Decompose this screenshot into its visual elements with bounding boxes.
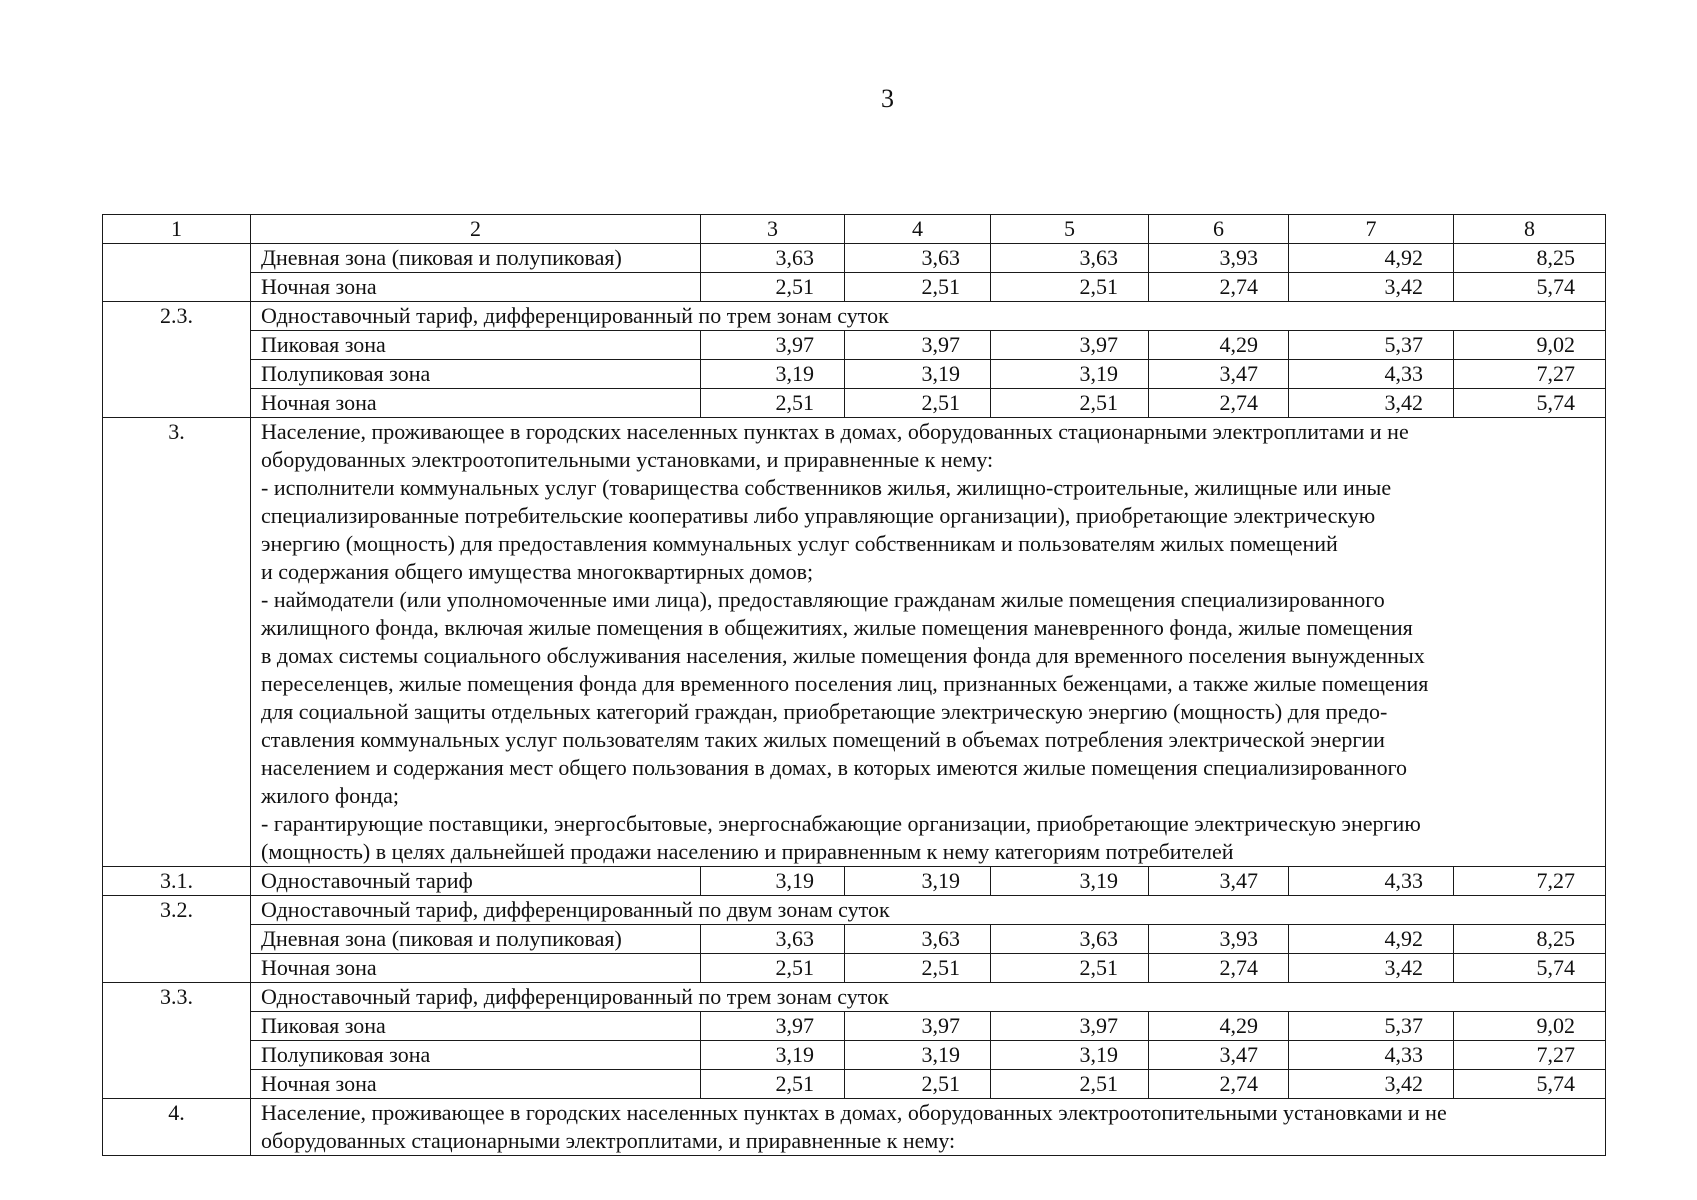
tariff-value: 3,63 <box>701 925 845 954</box>
tariff-value: 3,93 <box>1149 925 1289 954</box>
tariff-value: 3,42 <box>1289 273 1454 302</box>
item-number: 3. <box>103 418 251 867</box>
item-number: 4. <box>103 1099 251 1156</box>
column-number: 6 <box>1149 215 1289 244</box>
tariff-value: 2,51 <box>991 1070 1149 1099</box>
item-description: Пиковая зона <box>251 331 701 360</box>
item-description: Население, проживающее в городских населенных пунктах в домах, оборудованных стационарными электроплитами и не оборудованных электроотопительными установками, и приравненные к нему: - исполнители коммунальных услуг (товарищества собственников жилья, жилищно-строительные, жилищные или иные специализированные потребительские кооперативы либо управляющие организации), приобретающие электрическую энергию (мощность) для предоставления коммунальных услуг собственникам и пользователям жилых помещений и содержания общего имущества многоквартирных домов; - наймодатели (или уполномоченные ими лица), предоставляющие гражданам жилые помещения специализированного жилищного фонда, включая жилые помещения в общежитиях, жилые помещения маневренного фонда, жилые помещения в домах системы социального обслуживания населения, жилые помещения фонда для временного поселения вынужденных переселенцев, жилые помещения фонда для временного поселения лиц, признанных беженцами, а также жилые помещения для социальной защиты отдельных категорий граждан, приобретающие электрическую энергию (мощность) для предо- ставления коммунальных услуг пользователям таких жилых помещений в объемах потребления электрической энергии населением и содержания мест общего пользования в домах, в которых имеются жилые помещения специализированного жилого фонда; - гарантирующие поставщики, энергосбытовые, энергоснабжающие организации, приобретающие электрическую энергию (мощность) в целях дальнейшей продажи населению и приравненным к нему категориям потребителей <box>251 418 1606 867</box>
item-number: 3.3. <box>103 983 251 1012</box>
item-description: Полупиковая зона <box>251 360 701 389</box>
tariff-value: 2,74 <box>1149 1070 1289 1099</box>
item-number <box>103 360 251 389</box>
tariff-table-body <box>103 215 1606 1156</box>
tariff-value: 3,42 <box>1289 1070 1454 1099</box>
item-number: 3.1. <box>103 867 251 896</box>
table-row <box>103 1041 1606 1070</box>
tariff-value: 2,51 <box>991 389 1149 418</box>
column-number: 7 <box>1289 215 1454 244</box>
tariff-value: 3,19 <box>991 867 1149 896</box>
item-number <box>103 1012 251 1041</box>
table-row <box>103 983 1606 1012</box>
tariff-value: 2,51 <box>845 954 991 983</box>
tariff-value: 9,02 <box>1454 331 1606 360</box>
tariff-value: 3,47 <box>1149 360 1289 389</box>
column-number-row <box>103 215 1606 244</box>
item-description: Население, проживающее в городских населенных пунктах в домах, оборудованных электроотопительными установками и не оборудованных стационарными электроплитами, и приравненные к нему: <box>251 1099 1606 1156</box>
tariff-value: 5,37 <box>1289 331 1454 360</box>
tariff-value: 2,51 <box>991 954 1149 983</box>
tariff-value: 4,33 <box>1289 867 1454 896</box>
tariff-value: 3,47 <box>1149 867 1289 896</box>
tariff-value: 3,63 <box>701 244 845 273</box>
table-row <box>103 360 1606 389</box>
item-number <box>103 1041 251 1070</box>
tariff-value: 7,27 <box>1454 867 1606 896</box>
tariff-value: 3,19 <box>701 867 845 896</box>
item-description: Одноставочный тариф, дифференцированный по трем зонам суток <box>251 302 1606 331</box>
column-number: 2 <box>251 215 701 244</box>
table-row <box>103 954 1606 983</box>
tariff-value: 2,51 <box>701 389 845 418</box>
table-row <box>103 896 1606 925</box>
tariff-value: 2,51 <box>701 273 845 302</box>
item-number <box>103 273 251 302</box>
table-row <box>103 418 1606 867</box>
tariff-value: 3,19 <box>845 360 991 389</box>
tariff-value: 3,97 <box>845 331 991 360</box>
tariff-value: 4,29 <box>1149 331 1289 360</box>
item-description: Полупиковая зона <box>251 1041 701 1070</box>
page-number: 3 <box>881 84 894 113</box>
tariff-value: 3,63 <box>991 925 1149 954</box>
tariff-value: 4,92 <box>1289 925 1454 954</box>
table-row <box>103 244 1606 273</box>
column-number: 3 <box>701 215 845 244</box>
tariff-value: 3,19 <box>701 1041 845 1070</box>
table-row <box>103 302 1606 331</box>
item-description: Ночная зона <box>251 954 701 983</box>
tariff-value: 9,02 <box>1454 1012 1606 1041</box>
tariff-value: 3,97 <box>845 1012 991 1041</box>
item-description: Одноставочный тариф, дифференцированный по двум зонам суток <box>251 896 1606 925</box>
tariff-value: 2,51 <box>845 389 991 418</box>
tariff-value: 2,51 <box>845 273 991 302</box>
tariff-value: 2,51 <box>991 273 1149 302</box>
item-description: Ночная зона <box>251 389 701 418</box>
tariff-value: 3,97 <box>991 331 1149 360</box>
tariff-value: 3,63 <box>991 244 1149 273</box>
table-row <box>103 925 1606 954</box>
tariff-value: 3,63 <box>845 925 991 954</box>
item-description: Пиковая зона <box>251 1012 701 1041</box>
tariff-value: 4,92 <box>1289 244 1454 273</box>
tariff-value: 3,47 <box>1149 1041 1289 1070</box>
table-row <box>103 1070 1606 1099</box>
tariff-value: 5,74 <box>1454 1070 1606 1099</box>
table-row <box>103 331 1606 360</box>
item-number <box>103 331 251 360</box>
item-number <box>103 1070 251 1099</box>
tariff-value: 3,19 <box>991 1041 1149 1070</box>
tariff-value: 7,27 <box>1454 1041 1606 1070</box>
table-row <box>103 1099 1606 1156</box>
column-number: 1 <box>103 215 251 244</box>
item-description: Ночная зона <box>251 1070 701 1099</box>
tariff-value: 8,25 <box>1454 244 1606 273</box>
table-row <box>103 389 1606 418</box>
tariff-value: 3,19 <box>991 360 1149 389</box>
item-description: Одноставочный тариф <box>251 867 701 896</box>
tariff-value: 5,74 <box>1454 389 1606 418</box>
tariff-value: 3,97 <box>701 331 845 360</box>
item-description: Ночная зона <box>251 273 701 302</box>
tariff-value: 2,51 <box>845 1070 991 1099</box>
item-description: Дневная зона (пиковая и полупиковая) <box>251 244 701 273</box>
tariff-value: 3,63 <box>845 244 991 273</box>
column-number: 5 <box>991 215 1149 244</box>
tariff-value: 3,42 <box>1289 954 1454 983</box>
item-number <box>103 244 251 273</box>
item-number: 2.3. <box>103 302 251 331</box>
tariff-value: 2,51 <box>701 954 845 983</box>
tariff-value: 4,33 <box>1289 360 1454 389</box>
table-row <box>103 1012 1606 1041</box>
item-description: Одноставочный тариф, дифференцированный по трем зонам суток <box>251 983 1606 1012</box>
tariff-value: 3,19 <box>701 360 845 389</box>
item-number: 3.2. <box>103 896 251 925</box>
tariff-value: 2,74 <box>1149 954 1289 983</box>
tariff-value: 3,42 <box>1289 389 1454 418</box>
tariff-value: 3,97 <box>701 1012 845 1041</box>
tariff-value: 7,27 <box>1454 360 1606 389</box>
table-row <box>103 273 1606 302</box>
tariff-value: 3,19 <box>845 867 991 896</box>
tariff-value: 8,25 <box>1454 925 1606 954</box>
tariff-value: 3,97 <box>991 1012 1149 1041</box>
tariff-value: 3,93 <box>1149 244 1289 273</box>
tariff-value: 3,19 <box>845 1041 991 1070</box>
tariff-value: 5,37 <box>1289 1012 1454 1041</box>
tariff-value: 4,33 <box>1289 1041 1454 1070</box>
column-number: 4 <box>845 215 991 244</box>
item-description: Дневная зона (пиковая и полупиковая) <box>251 925 701 954</box>
tariff-value: 5,74 <box>1454 954 1606 983</box>
column-number: 8 <box>1454 215 1606 244</box>
tariff-value: 2,51 <box>701 1070 845 1099</box>
item-number <box>103 389 251 418</box>
tariff-value: 2,74 <box>1149 389 1289 418</box>
item-number <box>103 925 251 954</box>
tariff-value: 5,74 <box>1454 273 1606 302</box>
tariff-value: 4,29 <box>1149 1012 1289 1041</box>
tariff-table <box>102 214 1606 1156</box>
table-row <box>103 867 1606 896</box>
item-number <box>103 954 251 983</box>
tariff-value: 2,74 <box>1149 273 1289 302</box>
